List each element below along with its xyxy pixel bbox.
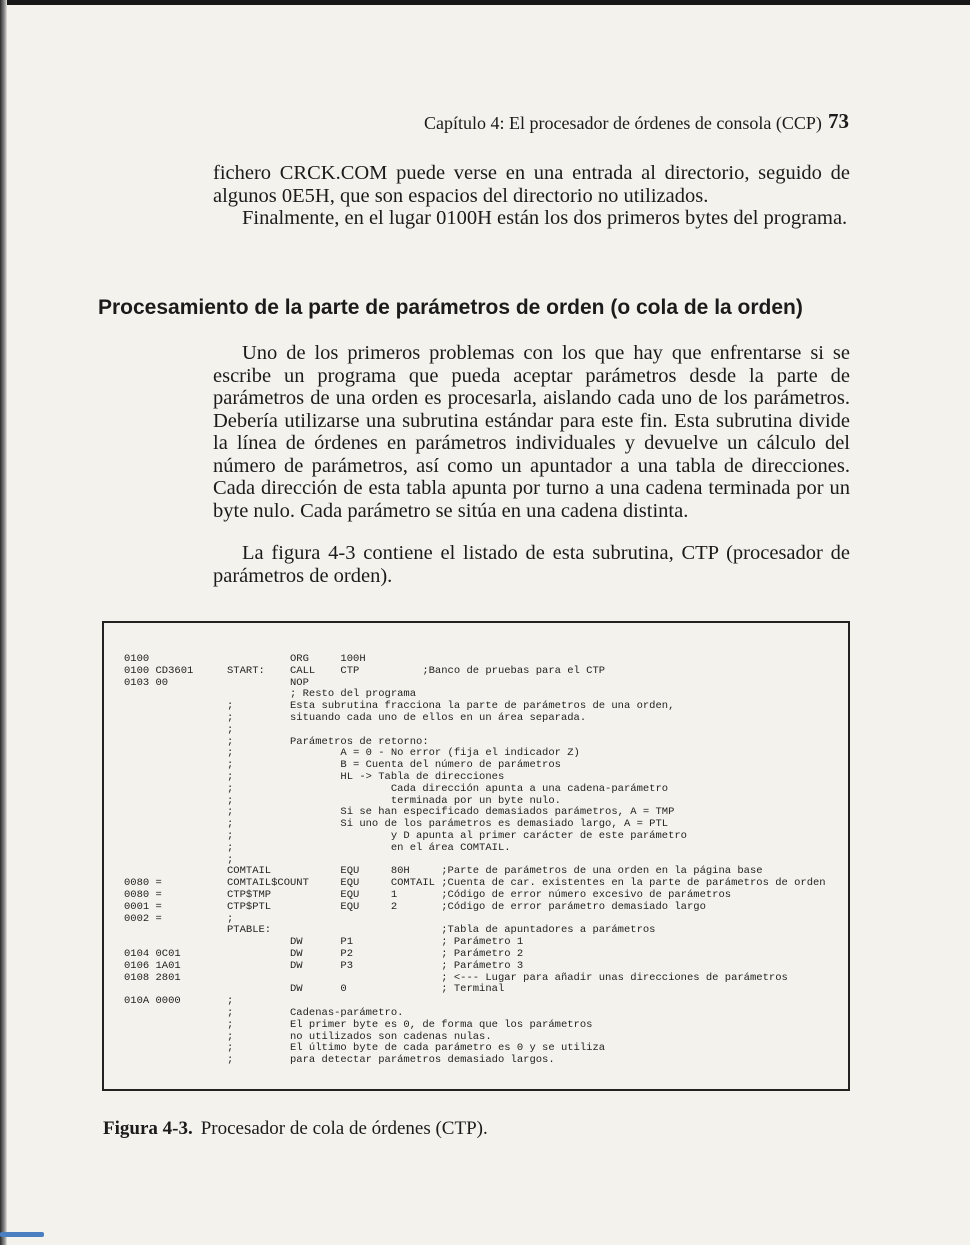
section-paragraph-1: Uno de los primeros problemas con los que hay que enfrentarse si se escribe un programa que pueda aceptar parámetros desde la parte de parámetros de una orden es procesarla, aislando cada uno de los parámetros. Debería utilizarse una subrutina estándar para este fin. Esta subrutina divide la línea de órdenes en parámetros individuales y devuelve un cálculo del número de parámetros, así como un apuntador a una tabla de direcciones. Cada dirección de esta tabla apunta por turno a una cadena terminada por un byte nulo. Cada parámetro se sitúa en una cadena distinta. bbox=[213, 342, 850, 522]
address-line: 0001 = bbox=[124, 900, 162, 913]
code-listing-figure bbox=[102, 621, 850, 1091]
code-line: ; bbox=[227, 912, 234, 925]
address-line bbox=[124, 784, 193, 796]
code-line: NOP bbox=[227, 676, 309, 689]
address-line bbox=[124, 831, 193, 843]
code-line: DW 0 ; Terminal bbox=[227, 983, 505, 996]
code-line: ; A = 0 - No error (fija el indicador Z) bbox=[227, 747, 580, 760]
address-line bbox=[124, 855, 193, 867]
address-line: 0080 = bbox=[124, 888, 162, 901]
code-line: ; Cada dirección apunta a una cadena-parámetro bbox=[227, 782, 669, 795]
code-line: ; terminada por un byte nulo. bbox=[227, 794, 561, 807]
code-line: COMTAIL EQU 80H ;Parte de parámetros de una orden en la página base bbox=[227, 865, 763, 878]
code-line: ; no utilizados son cadenas nulas. bbox=[227, 1030, 492, 1043]
code-line: ; Si uno de los parámetros es demasiado largo, A = PTL bbox=[227, 818, 669, 831]
code-line: ; Parámetros de retorno: bbox=[227, 735, 429, 748]
code-line: ; El primer byte es 0, de forma que los parámetros bbox=[227, 1018, 593, 1031]
code-line: ; <--- Lugar para añadir unas direcciones de parámetros bbox=[227, 971, 788, 984]
caption-label: Figura 4-3. bbox=[103, 1118, 193, 1139]
code-line: START: CALL CTP ;Banco de pruebas para el CTP bbox=[227, 664, 606, 677]
code-line: DW P1 ; Parámetro 1 bbox=[227, 936, 524, 949]
page-top-edge bbox=[0, 0, 970, 5]
code-line: ; bbox=[227, 853, 234, 866]
caption-text: Procesador de cola de órdenes (CTP). bbox=[200, 1118, 488, 1139]
address-line bbox=[124, 807, 193, 819]
code-line: ; Resto del programa bbox=[227, 688, 417, 701]
code-line: DW P2 ; Parámetro 2 bbox=[227, 947, 524, 960]
code-line: ; en el área COMTAIL. bbox=[227, 841, 511, 854]
address-line bbox=[124, 737, 193, 749]
address-line: 0104 0C01 bbox=[124, 947, 181, 960]
address-line: 0100 bbox=[124, 653, 150, 665]
intro-paragraph-2: Finalmente, en el lugar 0100H están los dos primeros bytes del programa. bbox=[242, 207, 848, 229]
code-line: ; El último byte de cada parámetro es 0 y se utiliza bbox=[227, 1042, 606, 1055]
code-line: ; situando cada uno de ellos en un área separada. bbox=[227, 711, 587, 724]
code-line: CTP$PTL EQU 2 ;Código de error parámetro demasiado largo bbox=[227, 900, 706, 913]
running-head: Capítulo 4: El procesador de órdenes de consola (CCP) bbox=[424, 113, 822, 133]
address-line bbox=[124, 760, 193, 772]
code-line: ; HL -> Tabla de direcciones bbox=[227, 770, 505, 783]
address-line bbox=[124, 819, 193, 831]
address-line bbox=[124, 772, 193, 784]
code-line: ; Si se han especificado demasiados parámetros, A = TMP bbox=[227, 806, 675, 819]
address-line: 0002 = bbox=[124, 912, 162, 925]
page-binding-shadow bbox=[0, 0, 7, 1245]
scan-marker bbox=[0, 1232, 44, 1237]
address-line bbox=[124, 843, 193, 855]
code-line: PTABLE: ;Tabla de apuntadores a parámetros bbox=[227, 924, 656, 937]
address-line: 0108 2801 bbox=[124, 971, 181, 984]
page-number: 73 bbox=[828, 109, 849, 133]
code-line: ; Esta subrutina fracciona la parte de parámetros de una orden, bbox=[227, 700, 675, 713]
address-line: 010A 0000 bbox=[124, 995, 181, 1008]
code-line: DW P3 ; Parámetro 3 bbox=[227, 959, 524, 972]
address-line: 0100 CD3601 bbox=[124, 664, 194, 677]
address-column bbox=[124, 654, 193, 1008]
section-paragraph-2: La figura 4-3 contiene el listado de esta subrutina, CTP (procesador de parámetros de orden). bbox=[213, 542, 850, 587]
intro-paragraph-1: fichero CRCK.COM puede verse en una entrada al directorio, seguido de algunos 0E5H, que son espacios del directorio no utilizados. bbox=[213, 162, 850, 207]
code-line: ORG 100H bbox=[227, 653, 366, 665]
address-line bbox=[124, 725, 193, 737]
code-line: CTP$TMP EQU 1 ;Código de error número excesivo de parámetros bbox=[227, 888, 732, 901]
address-line: 0106 1A01 bbox=[124, 959, 181, 972]
code-line: ; B = Cuenta del número de parámetros bbox=[227, 759, 561, 772]
address-line bbox=[124, 689, 193, 701]
code-line: ; Cadenas-parámetro. bbox=[227, 1006, 404, 1019]
address-line: 0103 00 bbox=[124, 676, 169, 689]
address-line bbox=[124, 796, 193, 808]
address-line bbox=[124, 925, 193, 937]
address-line: 0080 = bbox=[124, 877, 162, 890]
code-line: ; para detectar parámetros demasiado largos. bbox=[227, 1054, 555, 1067]
code-line: ; bbox=[227, 723, 234, 736]
code-line: COMTAIL$COUNT EQU COMTAIL ;Cuenta de car. existentes en la parte de parámetros de orden bbox=[227, 877, 826, 890]
code-line: ; y D apunta al primer carácter de este parámetro bbox=[227, 829, 687, 842]
address-line bbox=[124, 701, 193, 713]
address-line bbox=[124, 713, 193, 725]
section-heading: Procesamiento de la parte de parámetros de orden (o cola de la orden) bbox=[98, 296, 803, 319]
code-line: ; bbox=[227, 995, 234, 1008]
figure-caption bbox=[103, 1118, 488, 1140]
address-line bbox=[124, 748, 193, 760]
source-column bbox=[227, 654, 826, 1067]
